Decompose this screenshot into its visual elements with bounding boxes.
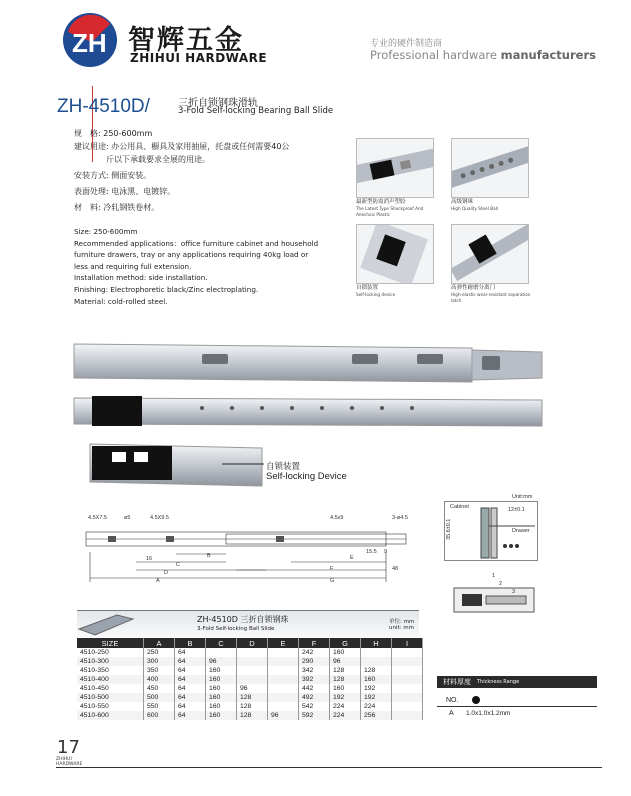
table-cell: 4510-350 [77,666,144,675]
table-cell: 542 [299,702,330,711]
table-cell: 392 [299,675,330,684]
dim-label: C [176,562,180,568]
table-cell [268,675,299,684]
thickness-title-cn: 材料厚度 [443,678,471,686]
table-cell [206,648,237,657]
table-cell [361,648,392,657]
table-row [77,702,423,711]
slide-thumbnail-icon [77,611,135,637]
height-label: 35.6±0.1 [446,518,452,540]
table-cell: 128 [361,666,392,675]
feature-caption-en: The Latest Type Shockproof And Anechoic Plastic [356,206,424,217]
table-cell: 64 [175,648,206,657]
brand-logo-icon [62,12,118,68]
part-callout: 2 [499,581,503,587]
table-cell [237,657,268,666]
table-cell: 64 [175,684,206,693]
spec-en-line: Finishing: Electrophoretic black/Zinc electroplating. [74,284,259,294]
dim-label: 3-ø4.5 [392,515,408,521]
spec-cn-line: 表面处理: 电泳黑、电镀锌。 [74,187,176,196]
table-cell [392,675,423,684]
table-cell: 160 [330,648,361,657]
table-cell [392,666,423,675]
dim-label: B [207,553,211,559]
technical-drawing [76,512,416,592]
feature-caption-cn: 高弹性耐磨分离门 [451,285,496,291]
table-cell: 256 [361,711,392,720]
product-model: ZH-4510D/ [57,96,150,117]
spec-en-line: Recommended applications：office furniture cabinet and household [74,238,319,248]
table-cell: 4510-450 [77,684,144,693]
table-cell: 64 [175,666,206,675]
callout-self-locking-en: Self-locking Device [266,471,347,482]
table-cell: 4510-550 [77,702,144,711]
table-cell [237,666,268,675]
table-cell [268,684,299,693]
table-cell: 592 [299,711,330,720]
spec-cn-line: 建议用途: 办公用具、橱具及家用抽屉，托盘或任何需要40公 [74,142,290,151]
dim-label: D [164,570,168,576]
table-cell: 64 [175,711,206,720]
table-cell [392,711,423,720]
table-cell [268,693,299,702]
dim-label: F [330,566,334,572]
table-row [77,666,423,675]
feature-caption-cn: 自锁装置 [356,285,379,291]
spec-en-line: Material: cold-rolled steel. [74,296,168,306]
table-cell: 450 [144,684,175,693]
table-cell: 250 [144,648,175,657]
size-table-title-en: 3-Fold Self-locking Ball Slide [197,626,275,632]
drawer-label: Drawer [512,528,530,534]
table-cell: 342 [299,666,330,675]
dim-label: G [330,578,335,584]
footer-divider [56,767,602,768]
spec-en-line: furniture drawers, tray or any applications requiring 40kg load or [74,250,309,260]
thickness-title-en: Thickness Range [477,679,520,685]
col-header: SIZE [77,638,144,648]
table-cell: 64 [175,702,206,711]
table-cell: 192 [361,684,392,693]
specs-cn [74,127,289,214]
table-cell: 4510-250 [77,648,144,657]
table-cell: 128 [237,702,268,711]
spec-cn-line: 材 料: 冷轧钢铁卷材。 [74,203,160,212]
dim-label: 15.5 [366,549,377,555]
table-cell: 160 [361,675,392,684]
gap-label: 12±0.1 [508,507,525,513]
brand-name-en: ZHIHUI HARDWARE [130,51,268,65]
table-cell: 4510-400 [77,675,144,684]
thickness-header [437,676,597,688]
divider [437,706,597,707]
feature-caption-en: Self-locking device [356,292,396,297]
table-row [77,693,423,702]
table-cell: 64 [175,693,206,702]
table-cell: 160 [206,675,237,684]
size-table [77,638,423,720]
table-cell: 4510-600 [77,711,144,720]
product-name-cn: 三折自锁钢珠滑轨 [178,98,258,109]
feature-caption-en: High-elastic wear-resistant separation latch [451,292,531,303]
table-cell: 290 [299,657,330,666]
table-cell: 160 [206,711,237,720]
product-name-en: 3-Fold Self-locking Bearing Ball Slide [178,106,334,116]
table-cell: 96 [237,684,268,693]
part-callout: 3 [512,589,516,595]
table-cell: 550 [144,702,175,711]
cabinet-label: Cabinet [450,504,469,510]
table-cell: 442 [299,684,330,693]
table-cell [268,657,299,666]
thickness-value: 1.0x1.0x1.2mm [466,710,511,717]
table-cell: 242 [299,648,330,657]
size-table-header [77,610,419,637]
table-cell: 128 [237,693,268,702]
table-cell: 600 [144,711,175,720]
table-row [77,711,423,720]
table-cell: 300 [144,657,175,666]
tagline-en: Professional hardware manufacturers [370,48,596,62]
tagline-cn: 专业的硬件制造商 [370,39,443,49]
col-header: C [206,638,237,648]
table-cell: 192 [330,693,361,702]
table-cell: 500 [144,693,175,702]
unit-cn: 单位: mm [389,619,415,625]
svg-text:ZH: ZH [72,28,107,58]
table-cell [268,648,299,657]
feature-photo-self-locking [356,224,434,284]
table-cell: 4510-300 [77,657,144,666]
spec-cn-line: 安装方式: 侧面安装。 [74,171,152,180]
table-cell [392,657,423,666]
brand-name-cn: 智辉五金 [128,25,244,56]
table-cell: 64 [175,657,206,666]
table-row [77,684,423,693]
dim-label: 16 [146,556,153,562]
feature-photo-latch [451,224,529,284]
dim-label: E [350,555,354,561]
table-cell: 224 [330,711,361,720]
spec-en-line: Size: 250-600mm [74,227,138,236]
page-number: 17 [57,737,80,758]
table-cell: 350 [144,666,175,675]
callout-self-locking-cn: 自锁装置 [266,462,301,472]
feature-photo-steel-ball [451,138,529,198]
table-cell [392,693,423,702]
col-header: D [237,638,268,648]
table-cell: 128 [330,666,361,675]
table-row [77,657,423,666]
table-cell: 160 [206,684,237,693]
dim-label: ø5 [124,515,131,521]
table-cell [237,648,268,657]
spec-cn-line: 规 格: 250-600mm [74,129,153,138]
table-cell: 160 [330,684,361,693]
col-header: A [144,638,175,648]
table-cell [392,684,423,693]
thickness-row-label: A [449,710,454,717]
spec-en-line: less and requiring full extension. [74,261,192,271]
table-cell: 128 [330,675,361,684]
dim-label: 48 [392,566,399,572]
thickness-col-no: NO. [446,697,459,704]
table-cell [361,657,392,666]
unit-en: unit: mm [389,625,414,631]
table-cell [392,702,423,711]
table-header-row [77,638,423,648]
table-cell [268,666,299,675]
dim-label: A [156,578,160,584]
table-cell: 400 [144,675,175,684]
table-row [77,675,423,684]
table-cell: 4510-500 [77,693,144,702]
table-cell [392,648,423,657]
table-row [77,648,423,657]
table-cell: 96 [330,657,361,666]
table-cell: 96 [206,657,237,666]
feature-caption-en: High Quality Steel Ball [451,206,498,211]
table-cell [268,702,299,711]
specs-en [74,226,344,307]
table-cell: 160 [206,702,237,711]
feature-caption-cn: 最新型防震消声塑胶 [356,199,406,205]
table-cell: 160 [206,693,237,702]
table-cell: 128 [237,711,268,720]
col-header: G [330,638,361,648]
table-cell: 224 [361,702,392,711]
table-cell: 96 [268,711,299,720]
col-header: B [175,638,206,648]
dim-label: 4.5x9 [330,515,344,521]
col-header: H [361,638,392,648]
table-cell: 492 [299,693,330,702]
dim-label: 9 [384,549,388,555]
table-cell: 224 [330,702,361,711]
spec-cn-line: 斤以下承载要求全展的用途。 [74,155,210,164]
feature-photo-plastic [356,138,434,198]
col-header: I [392,638,423,648]
col-header: F [299,638,330,648]
footer-brand: ZHIHUI HARDWARE [56,757,83,767]
table-cell: 160 [206,666,237,675]
table-cell: 192 [361,693,392,702]
unit-label: Unit:mm [512,494,533,500]
col-header: E [268,638,299,648]
dim-label: 4.5X7.5 [88,515,107,521]
spec-en-line: Installation method: side installation. [74,273,208,283]
callout-1-icon [472,696,480,704]
table-cell: 64 [175,675,206,684]
feature-caption-cn: 高级钢珠 [451,199,474,205]
dim-label: 4.5X9.5 [150,515,169,521]
table-cell [237,675,268,684]
part-callout: 1 [492,573,496,579]
size-table-title-cn: ZH-4510D 三折自锁钢珠 [197,615,289,624]
